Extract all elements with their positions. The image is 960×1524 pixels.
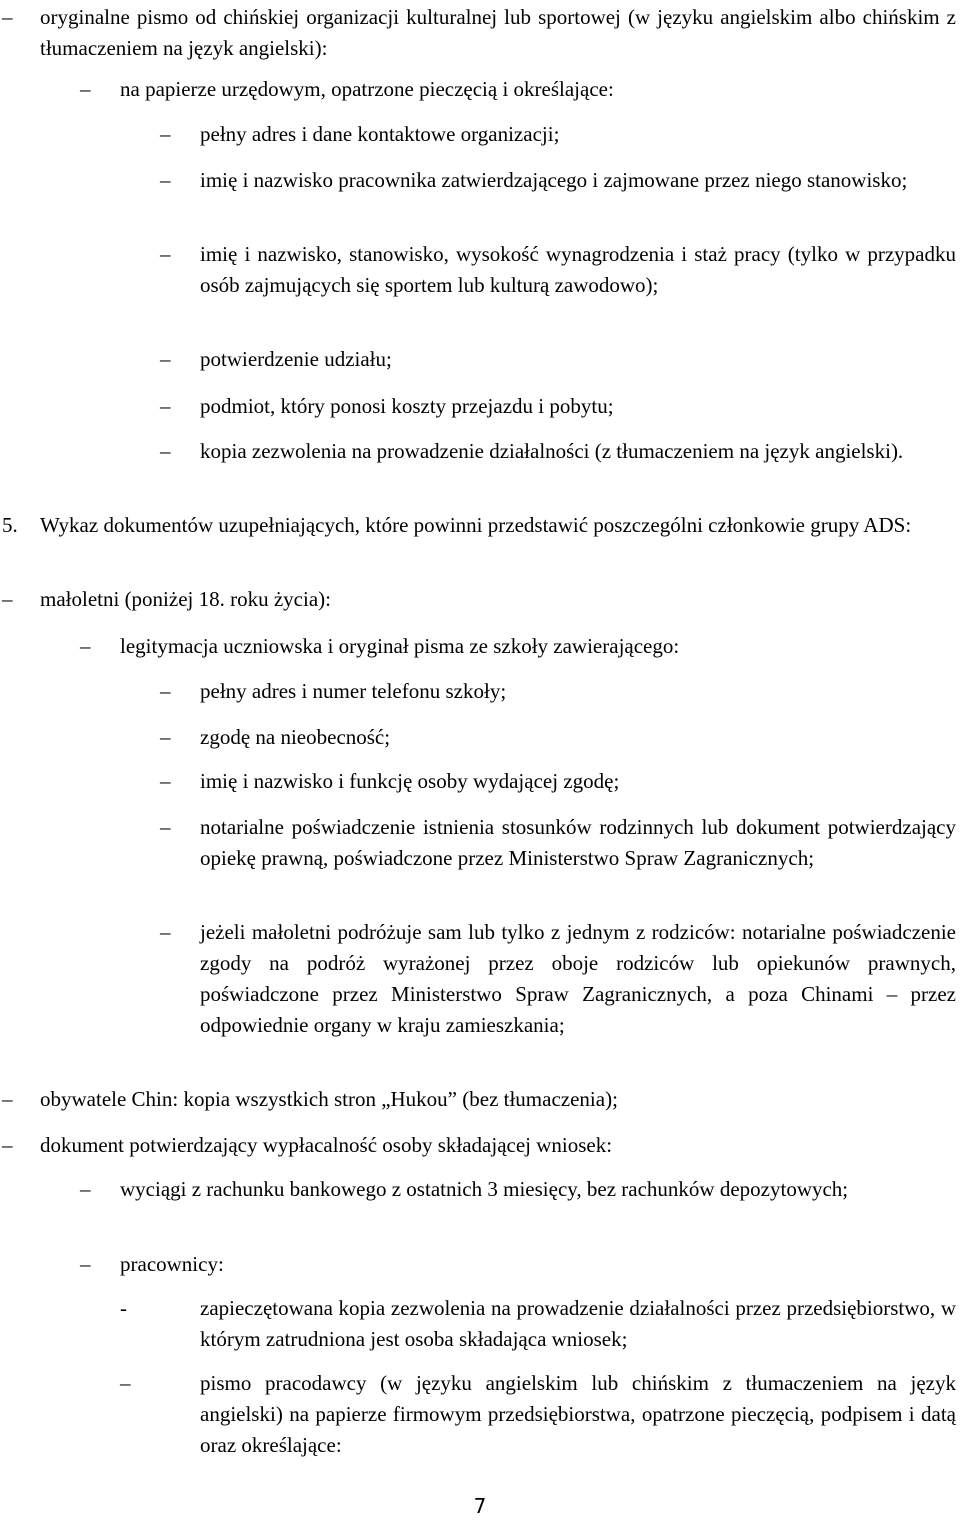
list-marker: – xyxy=(2,1133,13,1157)
list-marker: – xyxy=(160,394,171,418)
list-marker: – xyxy=(80,634,91,658)
list-item-text: na papierze urzędowym, opatrzone pieczęcią i określające: xyxy=(120,77,614,101)
list-item-text: pismo pracodawcy (w języku angielskim lub chińskim z tłumaczeniem na język angielski) na papierze firmowym przedsiębiorstwa, opatrzone pieczęcią, podpisem i datą oraz określające: xyxy=(200,1371,956,1457)
list-marker: – xyxy=(160,920,171,944)
list-marker: – xyxy=(160,168,171,192)
list-marker: – xyxy=(80,1177,91,1201)
list-item-text: kopia zezwolenia na prowadzenie działalności (z tłumaczeniem na język angielski). xyxy=(200,439,904,463)
list-item-text: potwierdzenie udziału; xyxy=(200,347,392,371)
page-number: 7 xyxy=(473,1494,487,1518)
list-marker: – xyxy=(2,5,13,29)
list-item-text: legitymacja uczniowska i oryginał pisma ze szkoły zawierającego: xyxy=(120,634,680,658)
list-item-text: imię i nazwisko i funkcję osoby wydającej zgodę; xyxy=(200,769,620,793)
list-marker: – xyxy=(80,77,91,101)
list-marker: – xyxy=(160,122,171,146)
list-item-text: pełny adres i numer telefonu szkoły; xyxy=(200,679,507,703)
list-item-text: obywatele Chin: kopia wszystkich stron „Hukou” (bez tłumaczenia); xyxy=(40,1087,618,1111)
list-item-text: zapieczętowana kopia zezwolenia na prowadzenie działalności przez przedsiębiorstwo, w którym zatrudniona jest osoba składająca wniosek; xyxy=(200,1296,956,1351)
list-marker: – xyxy=(160,439,171,463)
list-item-text: imię i nazwisko pracownika zatwierdzającego i zajmowane przez niego stanowisko; xyxy=(200,168,908,192)
list-item-text: imię i nazwisko, stanowisko, wysokość wynagrodzenia i staż pracy (tylko w przypadku osób zajmujących się sportem lub kulturą zawodowo); xyxy=(200,242,956,297)
list-marker: – xyxy=(160,242,171,266)
list-marker: - xyxy=(120,1296,127,1320)
list-marker: – xyxy=(80,1252,91,1276)
list-marker: – xyxy=(120,1371,131,1395)
list-item-text: podmiot, który ponosi koszty przejazdu i pobytu; xyxy=(200,394,614,418)
list-marker: – xyxy=(160,769,171,793)
list-item-text: jeżeli małoletni podróżuje sam lub tylko z jednym z rodziców: notarialne poświadczenie zgody na podróż wyrażonej przez oboje rodziców lub opiekunów prawnych, poświadczone przez Ministerstwo Spraw Zagranicznych, a poza Chinami – przez odpowiednie organy w kraju zamieszkania; xyxy=(200,920,956,1037)
list-item-text: małoletni (poniżej 18. roku życia): xyxy=(40,587,331,611)
section-heading-text: Wykaz dokumentów uzupełniających, które powinni przedstawić poszczególni członkowie grupy ADS: xyxy=(40,513,912,537)
list-item-text: dokument potwierdzający wypłacalność osoby składającej wniosek: xyxy=(40,1133,613,1157)
list-item-text: oryginalne pismo od chińskiej organizacji kulturalnej lub sportowej (w języku angielskim albo chińskim z tłumaczeniem na język angielski): xyxy=(40,5,956,60)
section-number: 5. xyxy=(2,513,18,537)
list-item-text: zgodę na nieobecność; xyxy=(200,725,391,749)
list-marker: – xyxy=(160,815,171,839)
list-marker: – xyxy=(160,679,171,703)
list-item-text: pracownicy: xyxy=(120,1252,224,1276)
list-item-text: pełny adres i dane kontaktowe organizacji; xyxy=(200,122,560,146)
list-marker: – xyxy=(2,1087,13,1111)
list-marker: – xyxy=(160,725,171,749)
list-item-text: notarialne poświadczenie istnienia stosunków rodzinnych lub dokument potwierdzający opiekę prawną, poświadczone przez Ministerstwo Spraw Zagranicznych; xyxy=(200,815,956,870)
list-item-text: wyciągi z rachunku bankowego z ostatnich 3 miesięcy, bez rachunków depozytowych; xyxy=(120,1177,849,1201)
list-marker: – xyxy=(160,347,171,371)
list-marker: – xyxy=(2,587,13,611)
